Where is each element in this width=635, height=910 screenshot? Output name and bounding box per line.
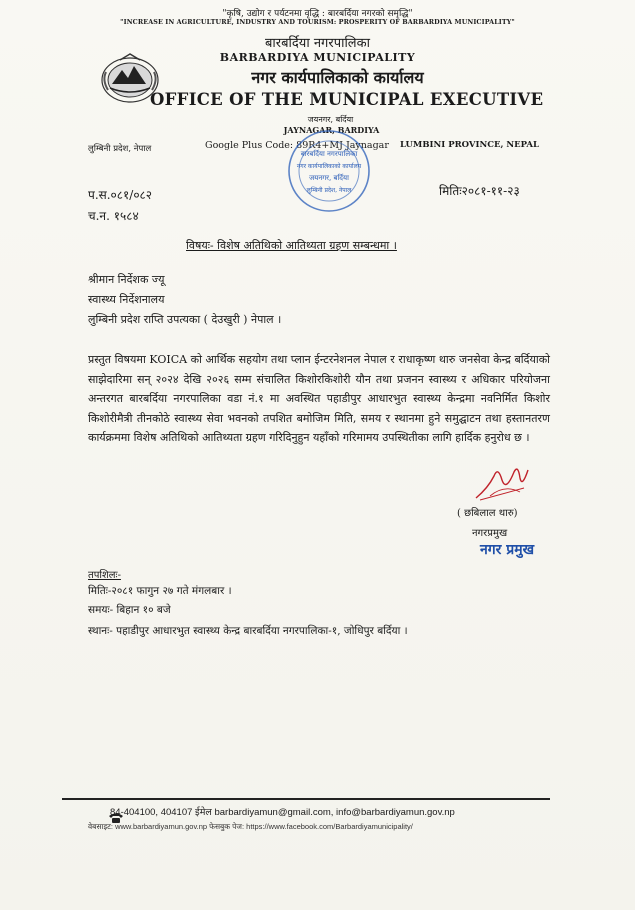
stamp-line-4: लुम्बिनी प्रदेश, नेपाल <box>306 187 352 194</box>
office-name-nepali: नगर कार्यपालिकाको कार्यालय <box>251 68 424 87</box>
mayor-stamp-text: नगर प्रमुख <box>480 542 535 558</box>
signature-icon <box>470 458 532 506</box>
stamp-line-2: नगर कार्यपालिकाको कार्यालय <box>296 163 362 170</box>
office-seal-stamp <box>284 126 374 216</box>
details-time: समयः- बिहान १० बजे <box>88 604 171 616</box>
recipient-line-2: स्वास्थ्य निर्देशनालय <box>88 293 165 306</box>
details-heading: तपशिलः- <box>88 570 121 581</box>
reference-cn: च.न. १५८४ <box>88 209 139 223</box>
office-name-english: OFFICE OF THE MUNICIPAL EXECUTIVE <box>150 90 544 109</box>
details-date: मितिः-२०८१ फागुन २७ गते मंगलबार । <box>88 585 232 597</box>
province-english: LUMBINI PROVINCE, NEPAL <box>400 140 540 150</box>
footer-divider <box>62 798 550 800</box>
google-plus-code: Google Plus Code: 89R4+MJ Jaynagar <box>205 140 389 151</box>
letter-date: मितिः२०८१-११-२३ <box>439 184 520 198</box>
slogan-nepali: "कृषि, उद्योग र पर्यटनमा वृद्धि : बारबर्दिया नगरको समृद्धि" <box>222 9 413 19</box>
signatory-name: ( छबिलाल थारु) <box>457 508 518 519</box>
municipality-name-nepali: बारबर्दिया नगरपालिका <box>265 36 370 51</box>
slogan-english: "INCREASE IN AGRICULTURE, INDUSTRY AND TOURISM: PROSPERITY OF BARBARDIYA MUNICIPALITY" <box>120 18 515 26</box>
address-english: JAYNAGAR, BARDIYA <box>283 125 380 135</box>
letter-body: प्रस्तुत विषयमा KOICA को आर्थिक सहयोग तथा प्लान ईन्टरनेशनल नेपाल र राधाकृष्ण थारु जनसेवा केन्द्र बर्दियाको साझेदारिमा सन् २०२४ देखि २०२६ सम्म संचालित किशोरकिशोरी यौन तथा प्रजनन स्वास्थ्य र अधिकार परियोजना अन्तरगत बारबर्दिया नगरपालिका वडा नं.१ मा अवस्थित पहाडीपुर आधारभुत स्वास्थ्य केन्द्रमा नवनिर्मित किशोर किशोरीमैत्री तीनकोठे स्वास्थ्य सेवा भवनको तपशित बमोजिम मिति, समय र स्थानमा हुने समुद्घाटन तथा हस्तानतरण कार्यक्रममा विशेष अतिथिको आतिथ्यता ग्रहण गरिदिनुहुन यहाँको गरिमामय उपस्थितीका लागि हार्दिक हनुरोध छ । <box>88 353 550 444</box>
signatory-title: नगरप्रमुख <box>472 528 508 539</box>
footer-contact: 84-404100, 404107 ईमेल barbardiyamun@gmail.com, info@barbardiyamun.gov.np <box>110 807 455 818</box>
details-place: स्थानः- पहाडीपुर आधारभुत स्वास्थ्य केन्द्र बारबर्दिया नगरपालिका-१, जोधिपुर बर्दिया । <box>88 625 408 637</box>
recipient-line-1: श्रीमान निर्देशक ज्यू <box>88 273 165 286</box>
reference-ps: प.स.०८१/०८२ <box>88 188 153 202</box>
province-nepali: लुम्बिनी प्रदेश, नेपाल <box>88 144 152 154</box>
stamp-line-3: जयनगर, बर्दिया <box>309 174 349 182</box>
recipient-line-3: लुम्बिनी प्रदेश राप्ति उपत्यका ( देउखुरी ) नेपाल । <box>88 313 282 326</box>
address-nepali: जयनगर, बर्दिया <box>307 115 354 124</box>
municipality-name-english: BARBARDIYA MUNICIPALITY <box>219 51 416 64</box>
letter-subject: विषयः- विशेष अतिथिको आतिथ्यता ग्रहण सम्बन्धमा । <box>186 239 397 252</box>
stamp-line-1: बारबर्दिया नगरपालिका <box>300 150 358 158</box>
footer-web: वेबसाइट: www.barbardiyamun.gov.np फेसबुक पेज: https://www.facebook.com/Barbardiyamunicipality/ <box>88 822 413 831</box>
